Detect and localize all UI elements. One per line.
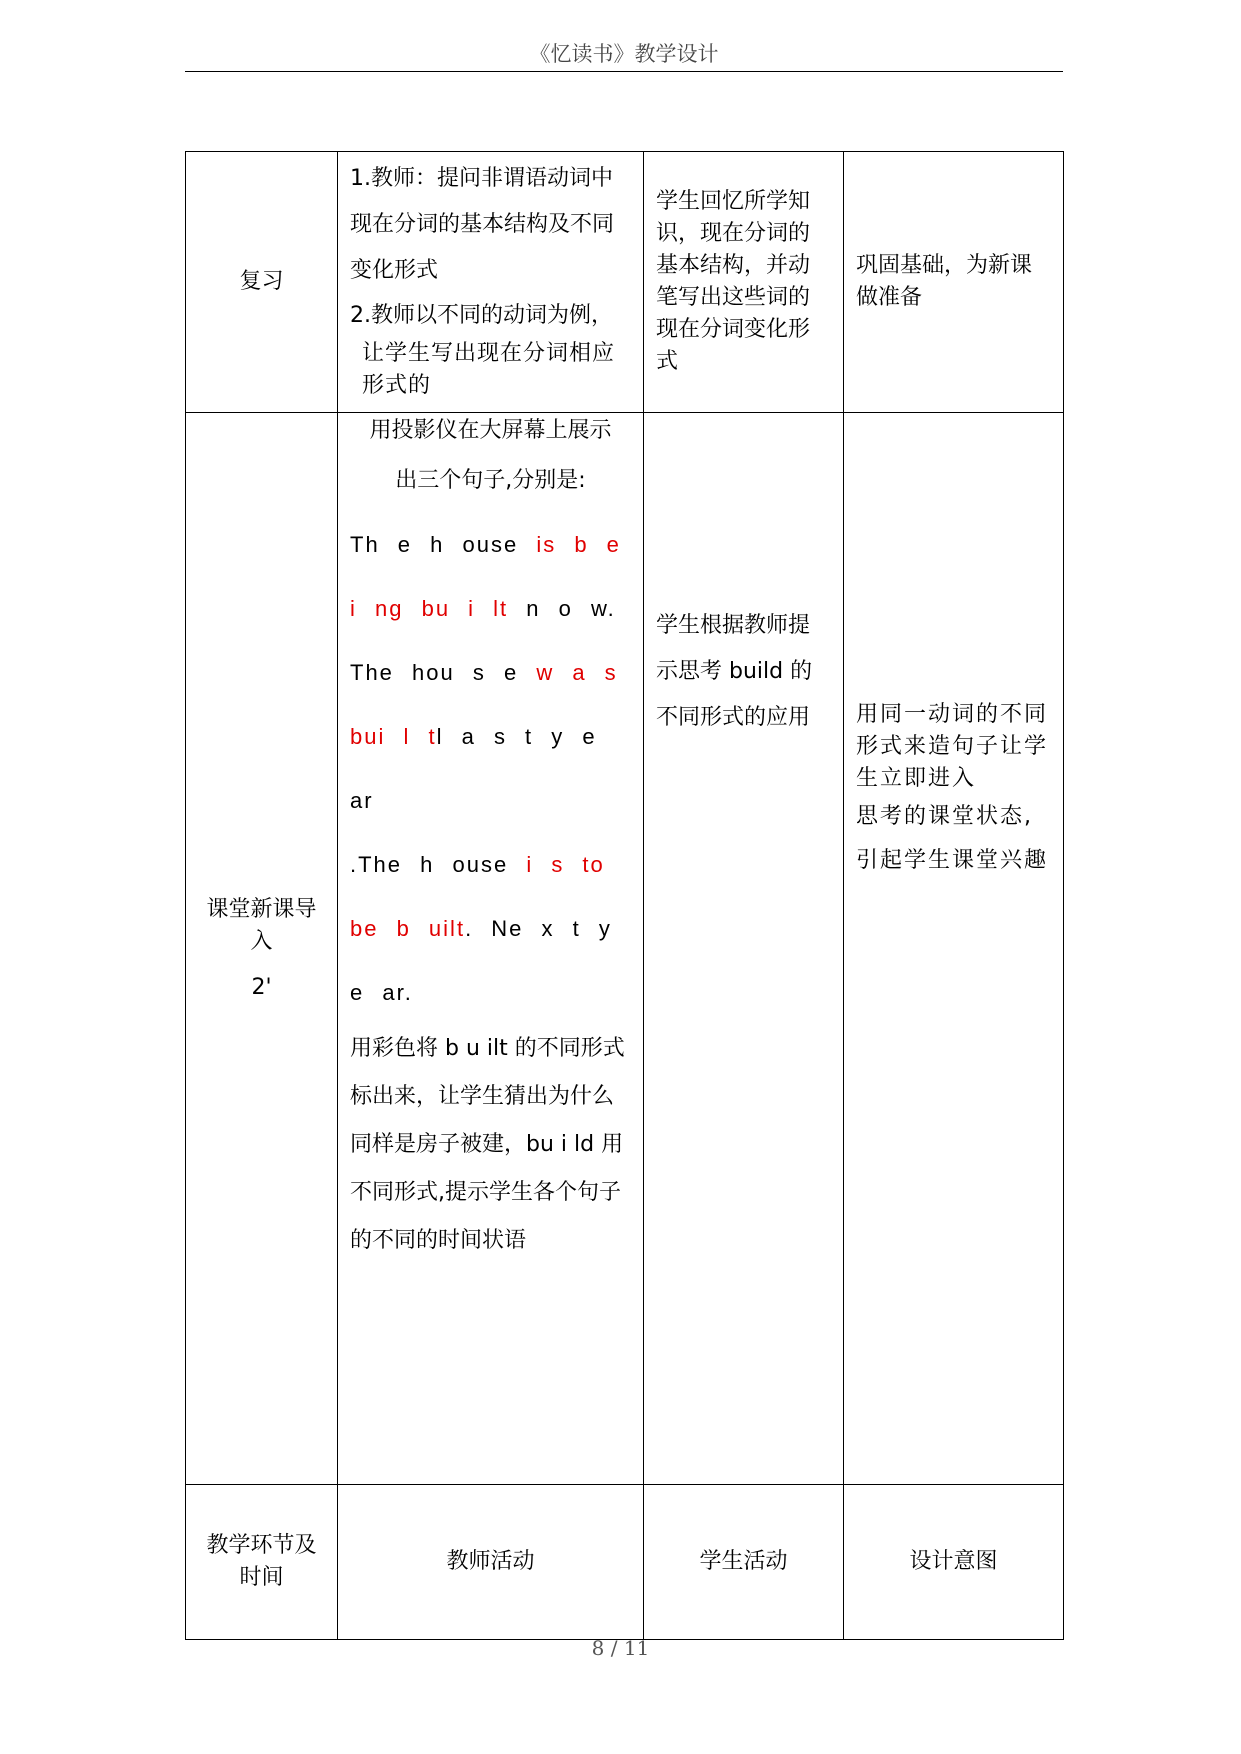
intent-intro-line-1: 用同一动词的不同形式来造句子让学生立即进入 bbox=[856, 702, 1049, 791]
cell-stage-intro bbox=[186, 413, 338, 1485]
page-number: 8 / 11 bbox=[591, 1636, 650, 1660]
table-row-review bbox=[186, 152, 1064, 413]
sentence-3-highlight: i s to be b uilt bbox=[350, 852, 605, 941]
heading-stage: 教学环节及时间 bbox=[186, 1485, 338, 1640]
stage-intro-label: 课堂新课导入 bbox=[206, 896, 317, 954]
page-header: 《忆读书》教学设计 bbox=[529, 42, 719, 66]
cell-stage-review: 复习 bbox=[186, 152, 338, 413]
table-row-intro bbox=[186, 413, 1064, 1485]
sentence-3-end: . Ne x t y e ar. bbox=[350, 916, 612, 1005]
intro-line-2: 出三个句子,分别是: bbox=[395, 468, 586, 493]
cell-teacher-intro bbox=[338, 413, 644, 1485]
cell-intent-intro bbox=[844, 413, 1064, 1485]
sentence-1 bbox=[350, 513, 631, 641]
teacher-review-line-1: 1.教师：提问非谓语动词中现在分词的基本结构及不同变化形式 bbox=[350, 166, 615, 283]
sentence-1-text: Th e h ouse bbox=[350, 532, 537, 557]
cell-student-review: 学生回忆所学知识，现在分词的基本结构，并动笔写出这些词的现在分词变化形式 bbox=[644, 152, 844, 413]
teacher-review-line-2: 2.教师以不同的动词为例， bbox=[350, 303, 613, 328]
intent-intro-line-2: 思考的课堂状态,引起学生课堂兴趣 bbox=[856, 804, 1049, 873]
cell-intent-review: 巩固基础，为新课做准备 bbox=[844, 152, 1064, 413]
sentence-2-highlight: w a s bui l t bbox=[350, 660, 618, 749]
heading-teacher: 教师活动 bbox=[338, 1485, 644, 1640]
sentence-2 bbox=[350, 641, 631, 833]
heading-intent: 设计意图 bbox=[844, 1485, 1064, 1640]
table-row-column-headings bbox=[186, 1485, 1064, 1640]
lesson-plan-table bbox=[185, 151, 1064, 1640]
sentence-2-text: The hou s e bbox=[350, 660, 537, 685]
sentence-2-end: l a s t y e ar bbox=[350, 724, 597, 813]
cell-student-intro: 学生根据教师提示思考 build 的不同形式的应用 bbox=[644, 413, 844, 1485]
cell-teacher-review bbox=[338, 152, 644, 413]
intro-line-1: 用投影仪在大屏幕上展示 bbox=[369, 418, 612, 443]
teacher-review-line-3: 让学生写出现在分词相应形式的 bbox=[362, 341, 616, 398]
sentence-1-highlight: is b e i ng bu i lt bbox=[350, 532, 621, 621]
stage-intro-time: 2' bbox=[251, 974, 272, 1000]
sentence-3 bbox=[350, 833, 631, 1025]
sentence-1-end: n o w. bbox=[508, 596, 616, 621]
header-divider bbox=[185, 71, 1063, 72]
sentence-3-text: .The h ouse bbox=[350, 852, 527, 877]
heading-student: 学生活动 bbox=[644, 1485, 844, 1640]
intro-explanation: 用彩色将 b u ilt 的不同形式标出来，让学生猜出为什么同样是房子被建，bu i ld 用不同形式,提示学生各个句子的不同的时间状语 bbox=[350, 1036, 625, 1253]
